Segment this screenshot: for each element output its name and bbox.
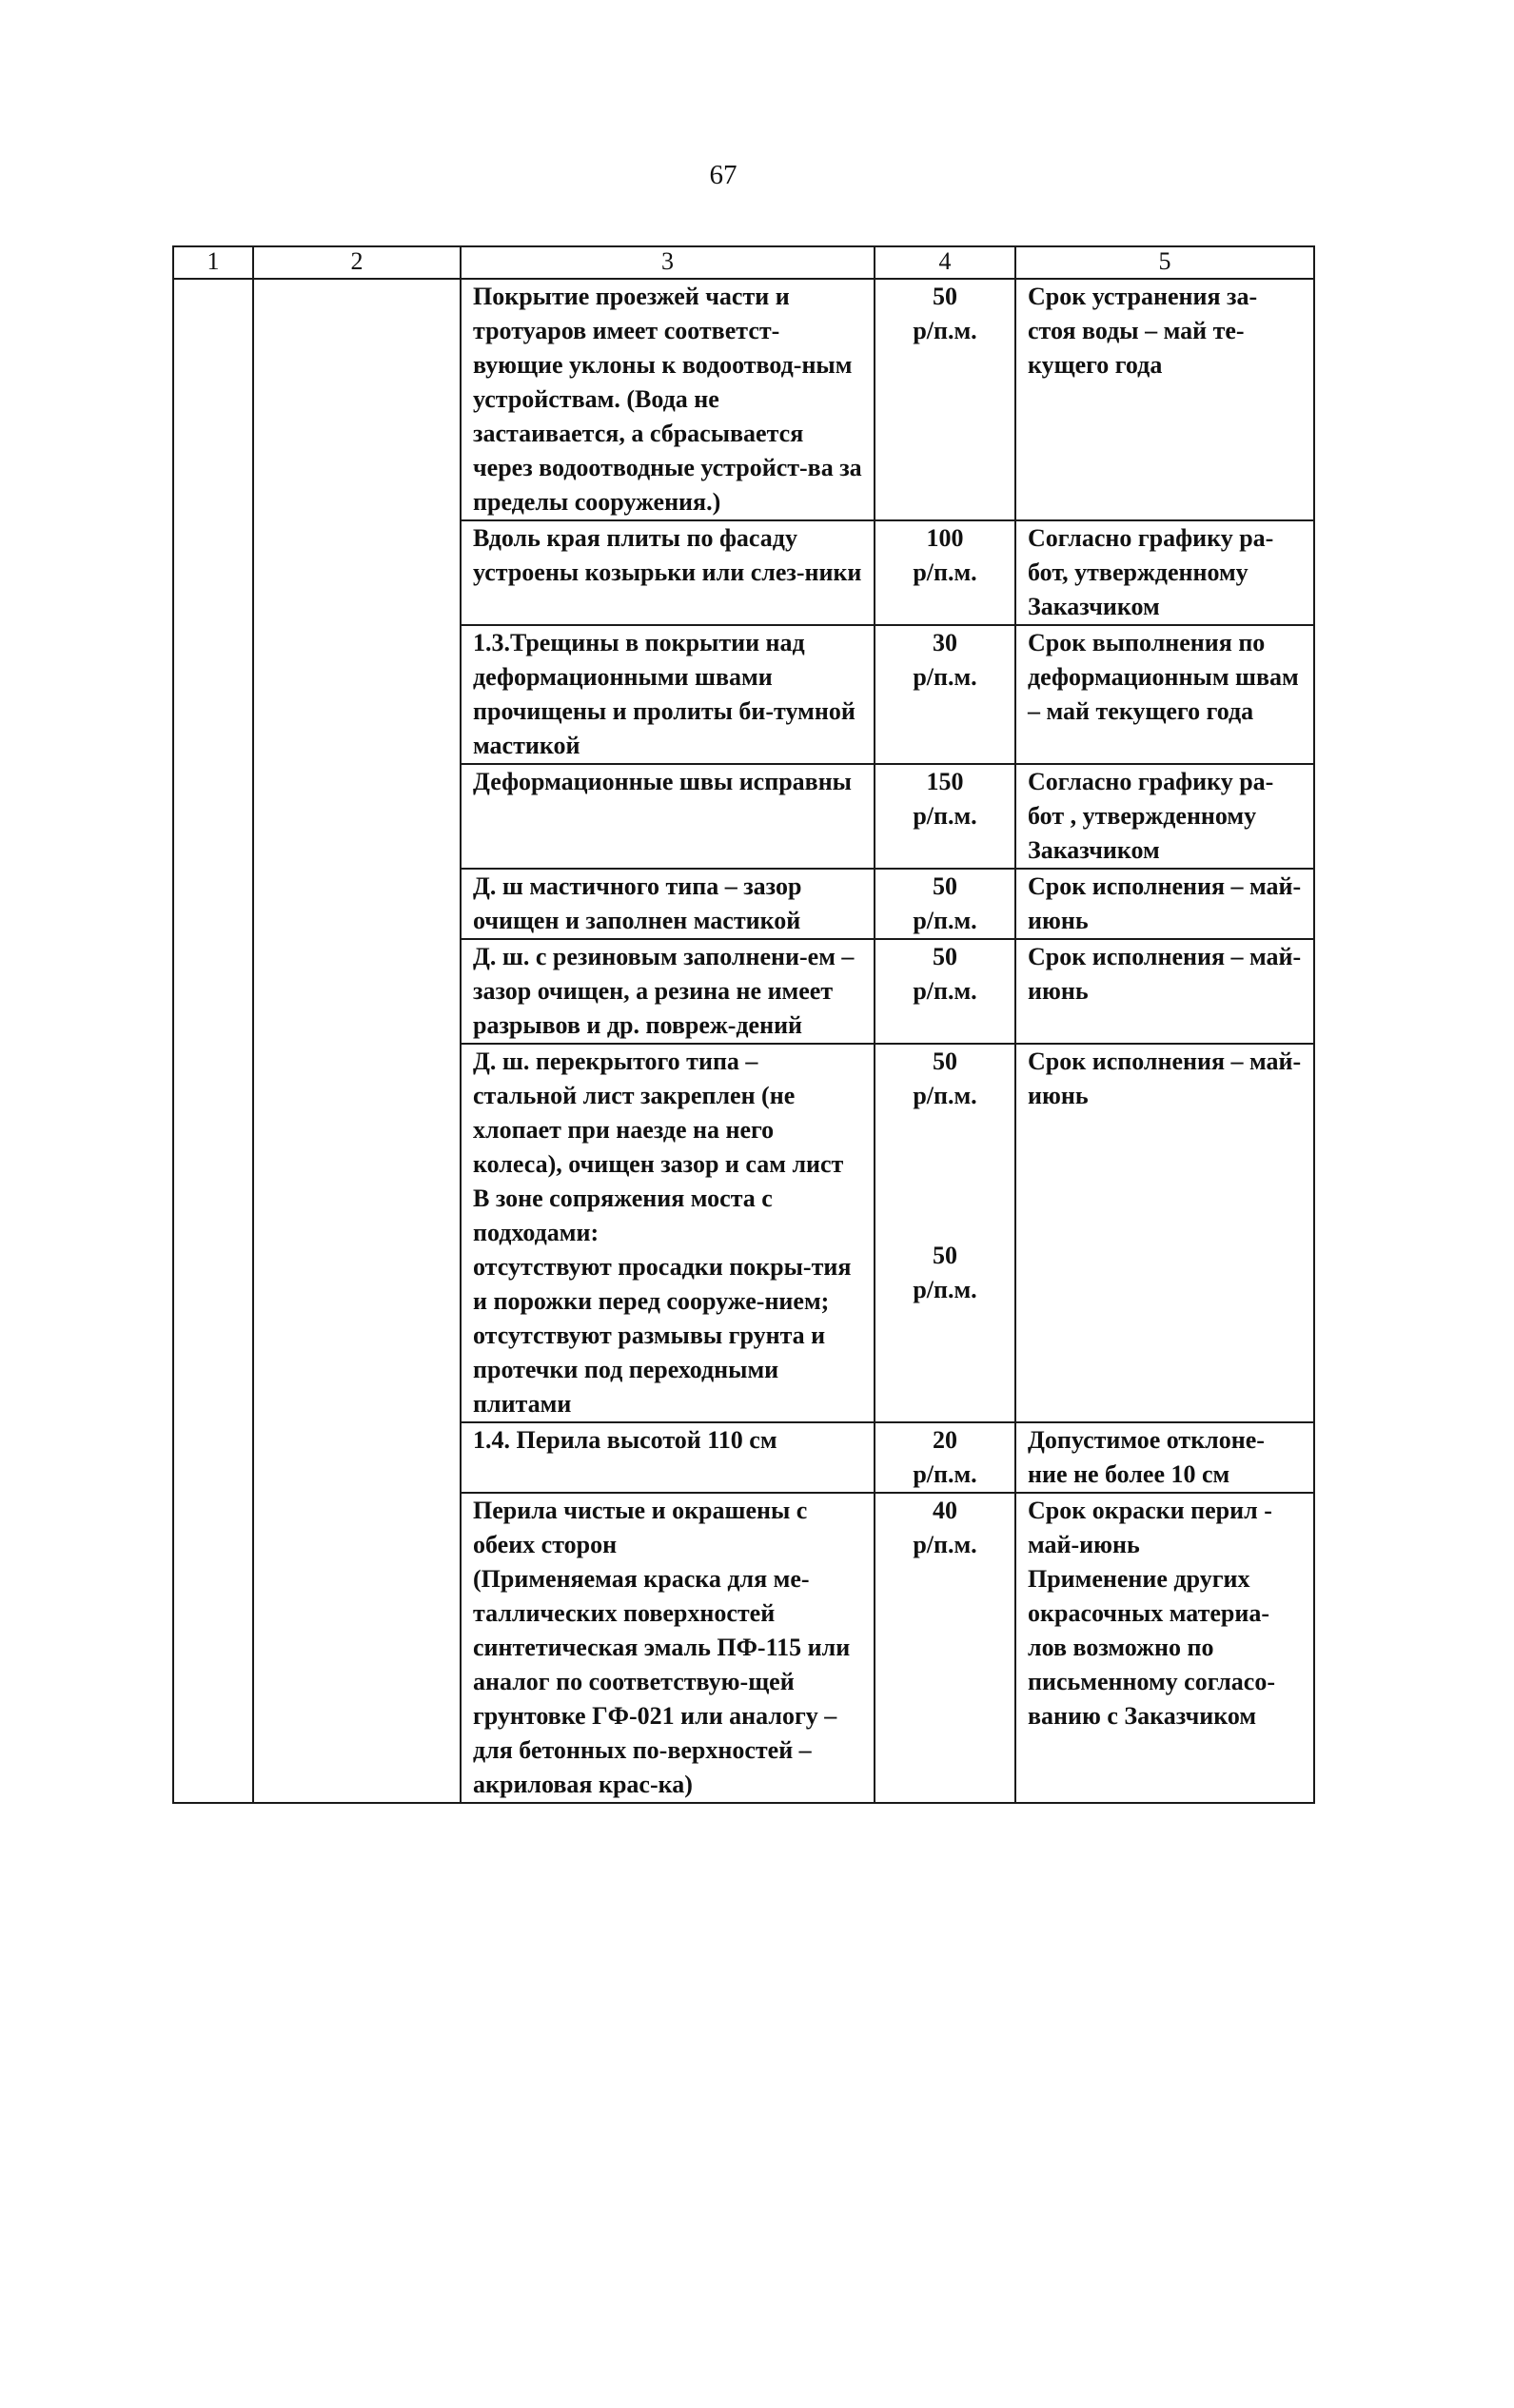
- table-header-row: [173, 246, 1314, 279]
- requirement-cell: [461, 625, 875, 764]
- requirement-cell: [461, 520, 875, 625]
- column-header-4: 4: [875, 246, 1015, 279]
- penalty-text: 100 р/п.м.: [913, 524, 977, 586]
- page-number: 67: [709, 160, 737, 190]
- column-header-3: 3: [461, 246, 875, 279]
- column-header-5: 5: [1015, 246, 1314, 279]
- deadline-text: Срок выполнения по деформационным швам – май текущего года: [1028, 629, 1299, 725]
- penalty-cell: [875, 520, 1015, 625]
- deadline-text: Срок окраски перил - май-июнь Применение других окрасочных материа-лов возможно по письменному согласо-ванию с Заказчиком: [1028, 1497, 1275, 1730]
- deadline-cell: [1015, 764, 1314, 869]
- penalty-text: 50 р/п.м.: [913, 943, 977, 1005]
- requirement-text: 1.4. Перила высотой 110 см: [473, 1426, 777, 1454]
- deadline-cell: [1015, 869, 1314, 939]
- penalty-text-secondary: 50 р/п.м.: [913, 1242, 977, 1303]
- requirement-text: Деформационные швы исправны: [473, 768, 852, 795]
- penalty-cell: [875, 279, 1015, 520]
- deadline-cell: [1015, 520, 1314, 625]
- penalty-cell: [875, 625, 1015, 764]
- penalty-text: 150 р/п.м.: [913, 768, 977, 830]
- table-row: [173, 279, 1314, 520]
- requirement-cell: [461, 279, 875, 520]
- requirements-table: [172, 245, 1315, 1804]
- deadline-text: Срок устранения за-стоя воды – май те-кущего года: [1028, 283, 1258, 379]
- column-header-2: 2: [253, 246, 461, 279]
- deadline-text: Согласно графику ра-бот, утвержденному Заказчиком: [1028, 524, 1274, 620]
- deadline-text: Срок исполнения – май-июнь: [1028, 872, 1302, 934]
- column-header-1: 1: [173, 246, 253, 279]
- penalty-text: 30 р/п.м.: [913, 629, 977, 691]
- requirement-cell: [461, 869, 875, 939]
- deadline-cell: [1015, 625, 1314, 764]
- column-1-cell: [173, 279, 253, 1803]
- requirement-cell: [461, 939, 875, 1044]
- penalty-text: 40 р/п.м.: [913, 1497, 977, 1558]
- penalty-cell: [875, 1422, 1015, 1493]
- deadline-cell: [1015, 1044, 1314, 1422]
- deadline-text: Срок исполнения – май-июнь: [1028, 943, 1302, 1005]
- penalty-cell: [875, 764, 1015, 869]
- requirement-text: Д. ш. перекрытого типа – стальной лист закреплен (не хлопает при наезде на него колеса), очищен зазор и сам лист В зоне сопряжения моста с подходами:: [473, 1047, 844, 1246]
- column-2-cell: [253, 279, 461, 1803]
- deadline-cell: [1015, 1493, 1314, 1803]
- penalty-cell: [875, 1493, 1015, 1803]
- deadline-text: Допустимое отклоне-ние не более 10 см: [1028, 1426, 1265, 1488]
- penalty-cell: [875, 939, 1015, 1044]
- deadline-cell: [1015, 279, 1314, 520]
- requirement-text: Покрытие проезжей части и тротуаров имеет соответст-вующие уклоны к водоотвод-ным устройствам. (Вода не застаивается, а сбрасывается через водоотводные устройст-ва за пределы сооружения.): [473, 283, 862, 516]
- requirement-text: Д. ш мастичного типа – зазор очищен и заполнен мастикой: [473, 872, 802, 934]
- requirement-cell: [461, 1422, 875, 1493]
- deadline-text: Согласно графику ра-бот , утвержденному Заказчиком: [1028, 768, 1274, 864]
- requirement-text: Вдоль края плиты по фасаду устроены козырьки или слез-ники: [473, 524, 862, 586]
- requirement-cell: [461, 1044, 875, 1422]
- deadline-text: Срок исполнения – май-июнь: [1028, 1047, 1302, 1109]
- requirement-text: 1.3.Трещины в покрытии над деформационными швами прочищены и пролиты би-тумной мастикой: [473, 629, 855, 759]
- requirement-text: Д. ш. с резиновым заполнени-ем – зазор очищен, а резина не имеет разрывов и др. повреж-дений: [473, 943, 855, 1039]
- penalty-text: 50 р/п.м.: [913, 283, 977, 344]
- penalty-cell: [875, 1044, 1015, 1422]
- deadline-cell: [1015, 939, 1314, 1044]
- penalty-text: 50 р/п.м.: [913, 872, 977, 934]
- penalty-text: 50 р/п.м.: [913, 1047, 977, 1109]
- deadline-cell: [1015, 1422, 1314, 1493]
- requirement-cell: [461, 764, 875, 869]
- penalty-spacer: [875, 1113, 1014, 1239]
- requirement-cell: [461, 1493, 875, 1803]
- penalty-cell: [875, 869, 1015, 939]
- penalty-text: 20 р/п.м.: [913, 1426, 977, 1488]
- requirement-text: Перила чистые и окрашены с обеих сторон (Применяемая краска для ме-таллических поверхностей синтетическая эмаль ПФ-115 или аналог по соответствую-щей грунтовке ГФ-021 или аналогу – для бетонных по-верхностей – акриловая крас-ка): [473, 1497, 851, 1798]
- requirement-text-continued: отсутствуют просадки покры-тия и порожки перед сооруже-нием; отсутствуют размывы грунта и протечки под переходными плитами: [473, 1253, 852, 1418]
